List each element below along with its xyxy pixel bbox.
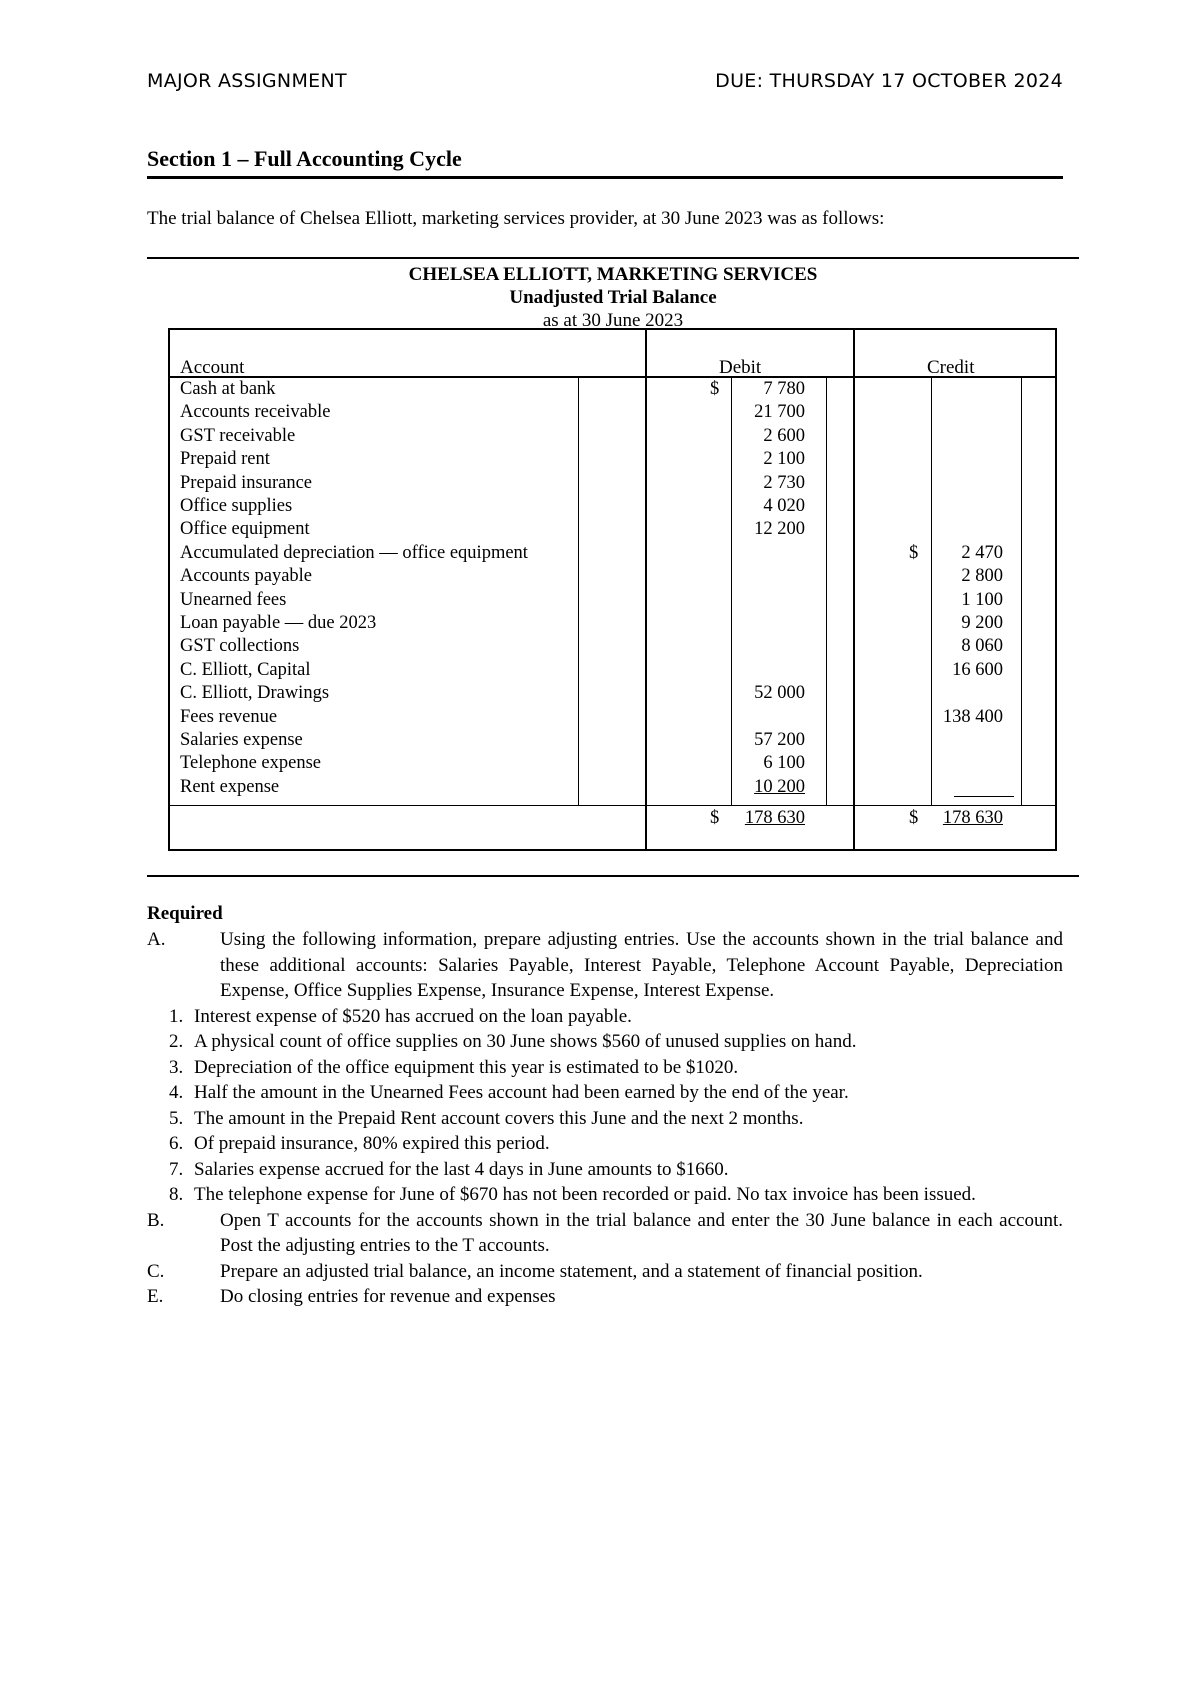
table-row [170,752,1055,775]
table-row [170,776,1055,799]
required-part [147,1284,1063,1310]
part-label: B. [147,1209,165,1231]
table-row [170,565,1055,588]
item-number: 1. [169,1005,184,1027]
credit-amount: 16 600 [952,659,1003,680]
credit-amount: 9 200 [961,613,1003,633]
table-row [170,706,1055,729]
table-row [170,378,1055,401]
item-number: 3. [169,1056,184,1078]
part-text: Using the following information, prepare adjusting entries. Use the accounts shown in the trial balance and these additional accounts: Salaries Payable, Interest Payable, Telephone Account Payable, Depreciation Expense, Office Supplies Expense, Insurance Expense, Interest Expense. [220,929,1063,1001]
item-text: Depreciation of the office equipment this year is estimated to be $1020. [194,1056,739,1078]
credit-amount: 1 100 [961,589,1003,610]
item-number: 2. [169,1031,184,1052]
table-row [170,682,1055,705]
credit-underline [954,796,1014,797]
account-name: Rent expense [180,776,280,797]
column-header-debit: Debit [719,357,762,378]
account-name: GST receivable [180,425,296,446]
debit-amount: 52 000 [754,683,805,704]
table-row [170,659,1055,682]
item-text: Interest expense of $520 has accrued on the loan payable. [194,1005,632,1027]
table-row [170,729,1055,752]
part-text: Open T accounts for the accounts shown in the trial balance and enter the 30 June balance in each account. Post the adjusting entries to the T accounts. [220,1209,1063,1256]
column-header-account: Account [180,357,245,378]
total-row [170,807,1055,830]
account-name: C. Elliott, Drawings [180,683,330,704]
account-name: Accumulated depreciation — office equipment [180,542,528,563]
list-item [147,1157,1063,1183]
account-name: Loan payable — due 2023 [180,613,377,633]
total-credit-currency: $ [909,808,919,828]
account-name: Prepaid insurance [180,472,313,493]
item-number: 7. [169,1158,184,1180]
total-debit-currency: $ [710,808,720,828]
table-row [170,518,1055,541]
list-item [147,1080,1063,1106]
total-rule [170,805,1055,806]
part-label: E. [147,1286,164,1307]
credit-amount: 2 800 [961,566,1003,587]
item-number: 4. [169,1082,184,1103]
debit-amount: 7 780 [763,379,805,399]
list-item [147,1029,1063,1055]
account-name: Telephone expense [180,753,321,774]
table-row [170,589,1055,612]
debit-amount: 4 020 [763,496,805,516]
table-row [170,635,1055,658]
table-row [170,425,1055,448]
list-item [147,1106,1063,1132]
debit-currency: $ [710,379,720,399]
account-name: GST collections [180,636,300,657]
table-row [170,472,1055,495]
column-header-credit: Credit [927,357,975,378]
part-label: C. [147,1260,165,1282]
part-label: A. [147,929,166,950]
account-name: Fees revenue [180,706,278,727]
debit-amount: 21 700 [754,402,805,423]
required-section [147,903,1063,1310]
required-parts [147,927,1063,1310]
section-title: Section 1 – Full Accounting Cycle [147,146,1063,179]
table-row [170,401,1055,424]
debit-amount: 2 100 [763,449,805,470]
item-text: The amount in the Prepaid Rent account covers this June and the next 2 months. [194,1107,804,1129]
debit-amount: 57 200 [754,730,805,750]
debit-amount: 6 100 [763,753,805,774]
credit-currency: $ [909,542,919,563]
item-text: Of prepaid insurance, 80% expired this period. [194,1133,550,1154]
list-item [147,1182,1063,1208]
business-name: CHELSEA ELLIOTT, MARKETING SERVICES [408,264,818,285]
header-due-date: DUE: THURSDAY 17 OCTOBER 2024 [715,70,1063,92]
account-name: Accounts receivable [180,402,331,423]
credit-amount: 138 400 [942,706,1003,727]
required-title: Required [147,903,223,924]
debit-amount: 10 200 [754,776,805,797]
trial-balance-table [168,328,1057,851]
statement-title: Unadjusted Trial Balance [509,287,717,308]
account-name: C. Elliott, Capital [180,659,311,680]
account-name: Office supplies [180,496,293,516]
part-text: Do closing entries for revenue and expenses [220,1286,556,1307]
credit-amount: 8 060 [961,636,1003,657]
total-debit: 178 630 [744,808,805,828]
list-item [147,1004,1063,1030]
trial-balance-heading [147,263,1079,332]
table-row [170,448,1055,471]
account-name: Office equipment [180,519,310,540]
debit-amount: 12 200 [754,519,805,540]
item-text: Half the amount in the Unearned Fees account had been earned by the end of the year. [194,1082,849,1103]
account-name: Cash at bank [180,379,276,399]
item-text: Salaries expense accrued for the last 4 days in June amounts to $1660. [194,1158,729,1180]
item-text: The telephone expense for June of $670 has not been recorded or paid. No tax invoice has been issued. [194,1184,976,1205]
required-part [147,1259,1063,1285]
required-part [147,1208,1063,1259]
account-name: Unearned fees [180,589,287,610]
debit-amount: 2 600 [763,425,805,446]
header-assignment-title: MAJOR ASSIGNMENT [147,70,347,92]
list-item [147,1131,1063,1157]
table-row [170,542,1055,565]
page-header [147,70,1063,96]
account-name: Salaries expense [180,730,303,750]
statement-date: as at 30 June 2023 [542,310,684,331]
credit-amount: 2 470 [961,542,1003,563]
item-number: 5. [169,1107,184,1129]
debit-amount: 2 730 [763,472,805,493]
table-row [170,495,1055,518]
item-number: 8. [169,1184,184,1205]
part-text: Prepare an adjusted trial balance, an income statement, and a statement of financial position. [220,1260,923,1282]
adjustment-list [147,1004,1063,1208]
account-name: Prepaid rent [180,449,270,470]
list-item [147,1055,1063,1081]
intro-paragraph: The trial balance of Chelsea Elliott, marketing services provider, at 30 June 2023 was as follows: [147,208,885,229]
item-number: 6. [169,1133,184,1154]
account-name: Accounts payable [180,566,313,587]
table-row [170,612,1055,635]
item-text: A physical count of office supplies on 30 June shows $560 of unused supplies on hand. [194,1031,857,1052]
required-part [147,927,1063,1004]
total-credit: 178 630 [942,808,1003,828]
